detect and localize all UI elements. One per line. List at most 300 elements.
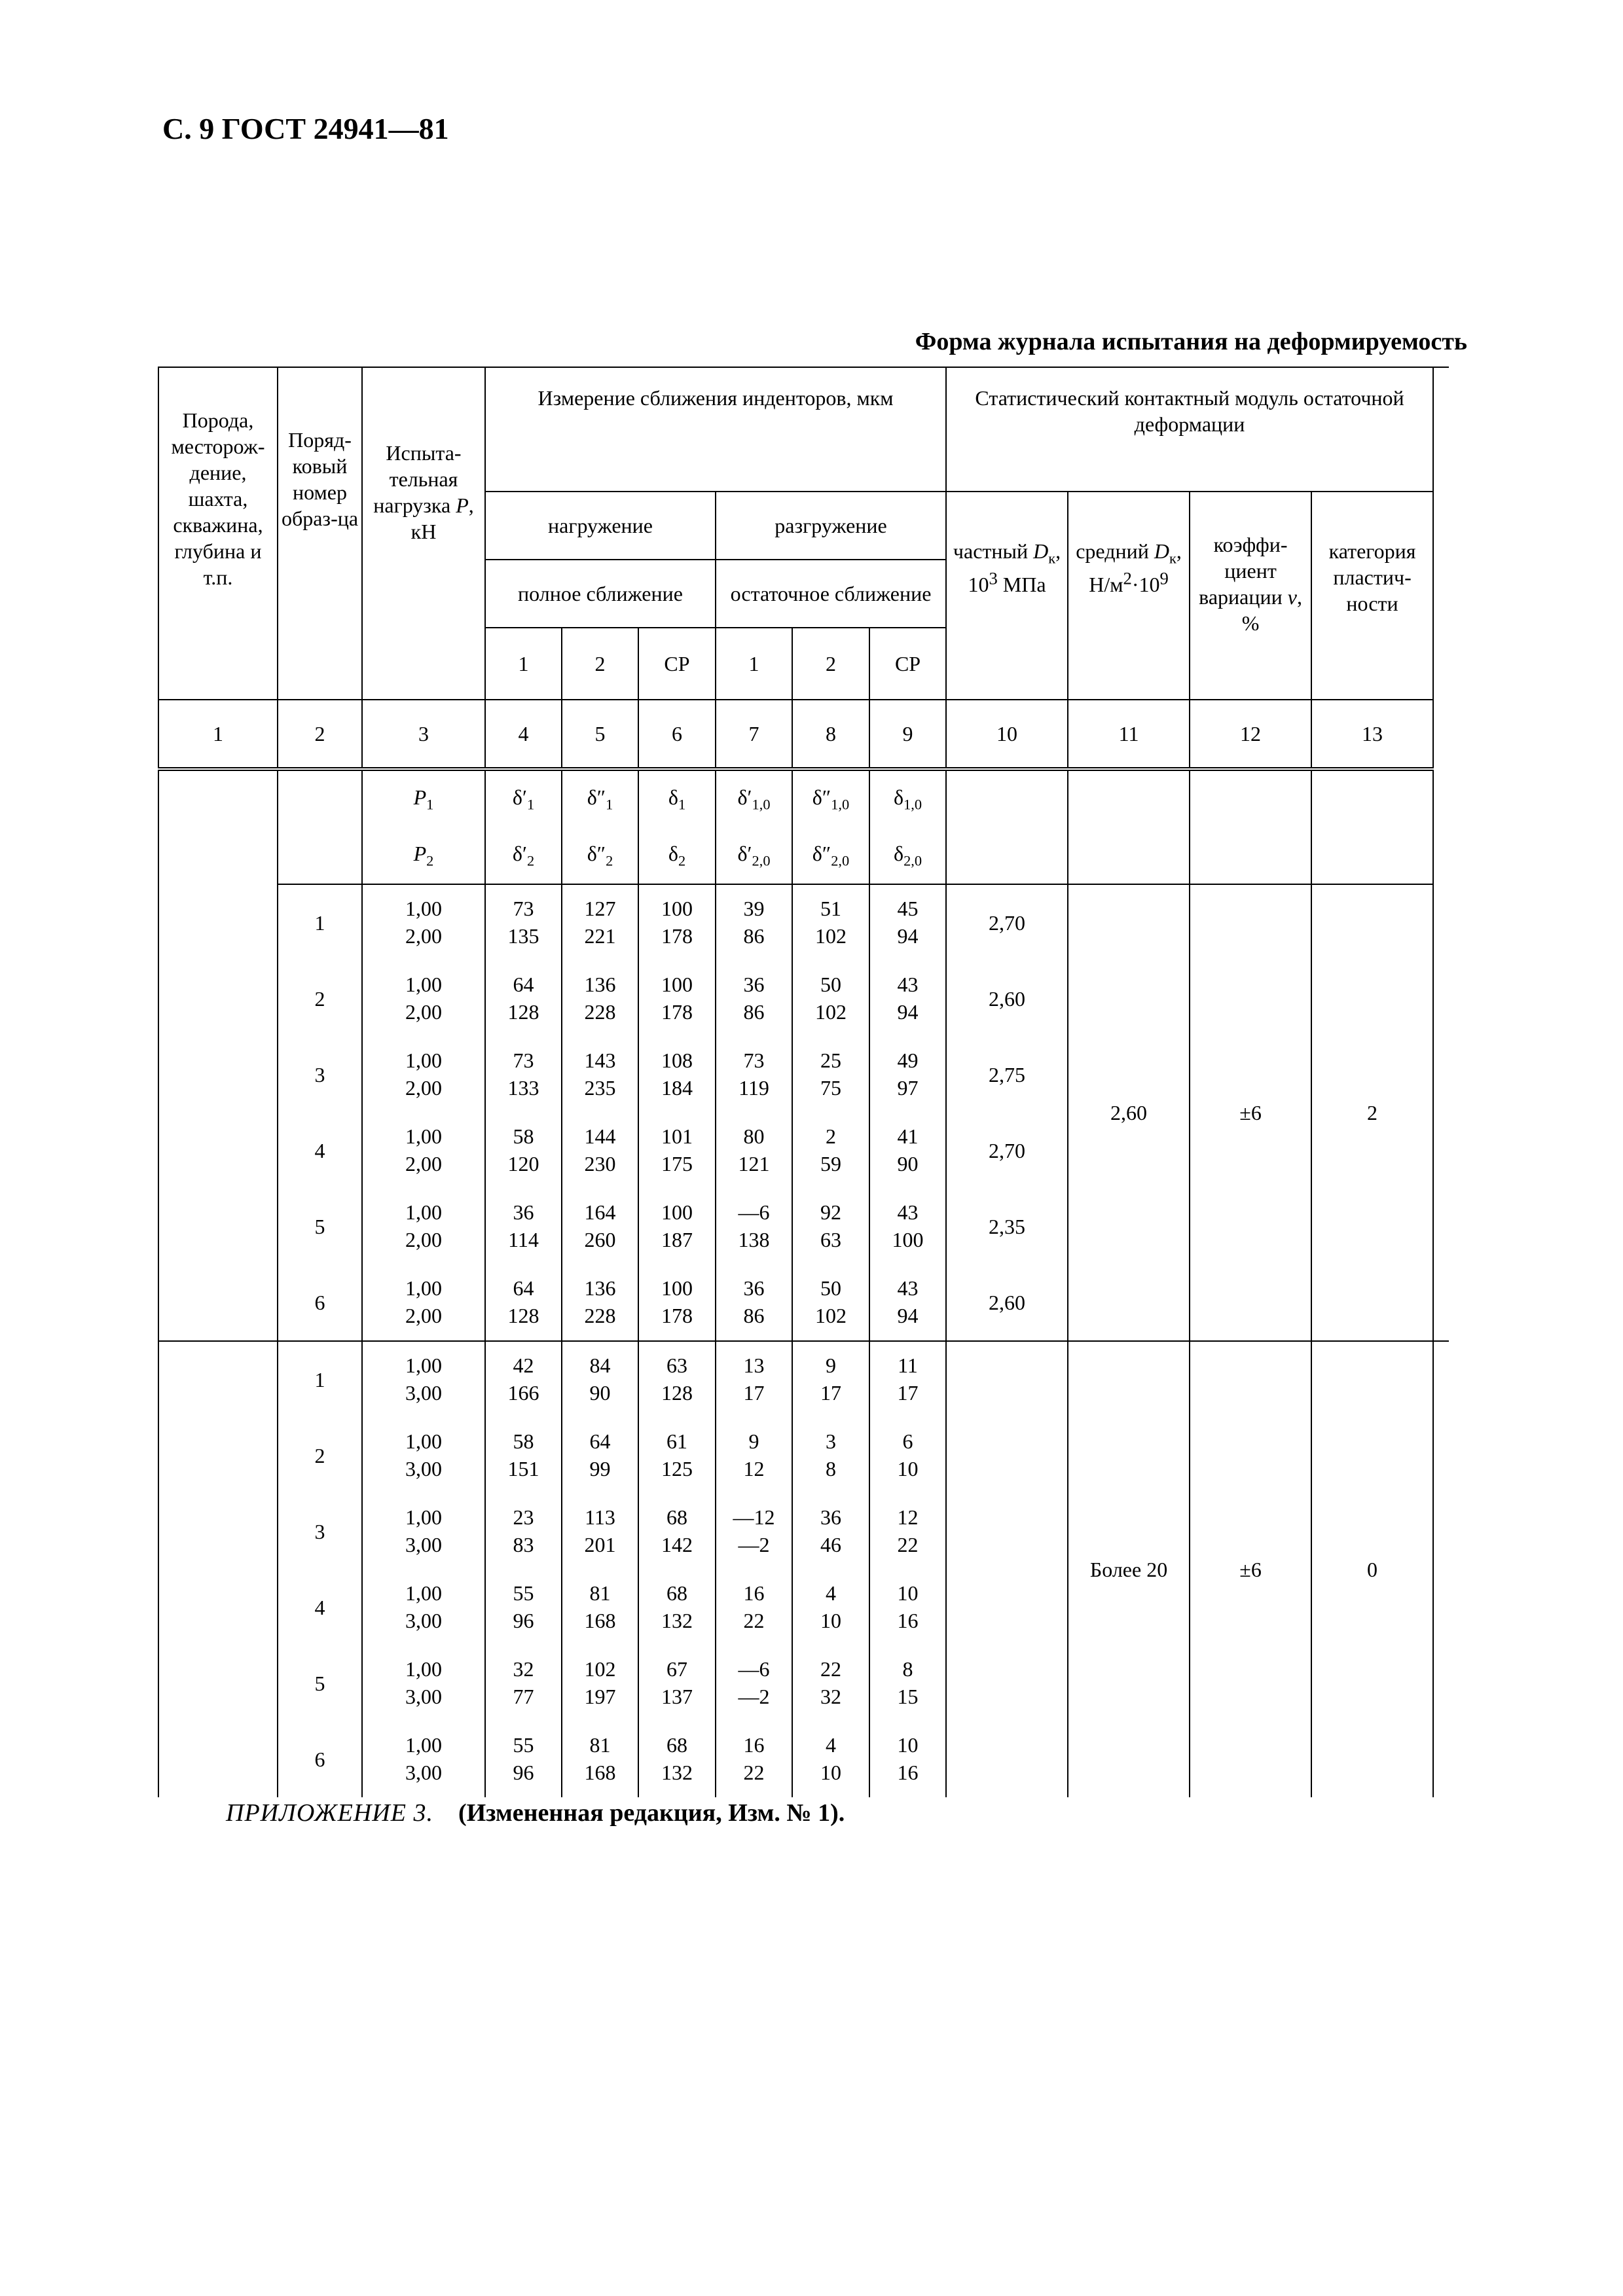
sample-number: 2 <box>278 1418 362 1494</box>
column-number-blank <box>1433 700 1449 769</box>
measurement-values <box>792 1418 869 1494</box>
column-number: 6 <box>638 700 716 769</box>
page-header: С. 9 ГОСТ 24941—81 <box>162 112 449 145</box>
value: 96 <box>513 1609 534 1632</box>
value: 187 <box>661 1228 693 1251</box>
header-mean-modulus: средний $D_к$, $Н/м^2\cdot 10^9$ <box>1068 492 1190 700</box>
partial-modulus: 2,60 <box>946 961 1068 1037</box>
rock-cell <box>158 1570 278 1645</box>
sample-number: 6 <box>278 1721 362 1797</box>
rock-cell <box>158 1113 278 1189</box>
symbol-base: P <box>413 785 427 810</box>
symbol-cell <box>638 827 716 884</box>
value: —6 <box>738 1200 770 1225</box>
partial-modulus: 2,35 <box>946 1189 1068 1265</box>
column-number: 9 <box>869 700 946 769</box>
blank-cell <box>1433 827 1449 884</box>
load-values <box>362 1570 485 1645</box>
rock-cell <box>158 1265 278 1341</box>
load-values <box>362 1037 485 1113</box>
value: 132 <box>661 1761 693 1784</box>
symbol-base: δ <box>587 785 597 810</box>
header-loading: нагружение <box>485 492 716 560</box>
value: 228 <box>584 1304 616 1327</box>
value: 125 <box>661 1457 693 1480</box>
sample-number-cell <box>278 769 362 827</box>
symbol-base: δ <box>512 842 522 866</box>
symbol-cell <box>716 769 792 827</box>
header-variation: коэффи-циент вариации v, % <box>1190 492 1311 700</box>
value: 1,00 <box>405 973 442 997</box>
partial-modulus <box>946 1721 1068 1797</box>
symbol-cell <box>562 769 638 827</box>
measurement-values <box>638 1113 716 1189</box>
measurement-values <box>716 1189 792 1265</box>
sample-number: 1 <box>278 884 362 961</box>
value: 136 <box>584 1276 616 1300</box>
value: 16 <box>743 1733 765 1757</box>
value: 128 <box>507 1304 539 1327</box>
value: 197 <box>584 1685 616 1708</box>
value: 1,00 <box>405 1276 442 1300</box>
value: 51 <box>820 897 841 921</box>
measurement-values <box>792 1645 869 1721</box>
value: 68 <box>666 1581 687 1605</box>
symbol-index: 2 <box>678 852 686 869</box>
value: 164 <box>584 1200 616 1225</box>
blank-cell <box>1433 1341 1449 1418</box>
symbol-index: 1,0 <box>752 796 771 813</box>
measurement-values <box>716 1113 792 1189</box>
partial-modulus: 2,75 <box>946 1037 1068 1113</box>
header-sub-cp: СР <box>638 628 716 700</box>
footer-label: ПРИЛОЖЕНИЕ 3. <box>226 1799 433 1827</box>
value: 1,00 <box>405 897 442 921</box>
symbol-base: P <box>413 842 427 866</box>
value: 133 <box>507 1076 539 1100</box>
value: 184 <box>661 1076 693 1100</box>
symbol-index: 2,0 <box>752 852 771 869</box>
measurement-values <box>562 884 638 961</box>
measurement-values <box>869 1189 946 1265</box>
measurement-values <box>792 1189 869 1265</box>
column-number-row <box>158 700 1449 769</box>
deformability-journal-table <box>158 367 1449 1797</box>
table-row <box>158 1341 1449 1418</box>
blank-cell <box>1433 1494 1449 1570</box>
header-blank <box>1433 367 1449 700</box>
measurement-values <box>716 1037 792 1113</box>
header-sub-1: 1 <box>485 628 562 700</box>
measurement-values <box>869 1418 946 1494</box>
symbol-cell <box>485 827 562 884</box>
value: 143 <box>584 1049 616 1073</box>
value: 58 <box>513 1429 534 1454</box>
value: 36 <box>743 1276 765 1300</box>
value: 178 <box>661 1304 693 1327</box>
value: 3,00 <box>405 1761 442 1784</box>
column-number: 7 <box>716 700 792 769</box>
measurement-values <box>562 1418 638 1494</box>
measurement-values <box>485 961 562 1037</box>
measurement-values <box>638 1418 716 1494</box>
measurement-values <box>792 1113 869 1189</box>
table-body <box>158 769 1449 1797</box>
mean-modulus: Более 20 <box>1068 1341 1190 1797</box>
measurement-values <box>562 1570 638 1645</box>
measurement-values <box>638 1494 716 1570</box>
partial-modulus: 2,60 <box>946 1265 1068 1341</box>
stat-cell <box>1190 769 1311 827</box>
measurement-values <box>638 884 716 961</box>
value: 58 <box>513 1124 534 1149</box>
footer-note: (Измененная редакция, Изм. № 1). <box>458 1799 845 1827</box>
blank-cell <box>1433 1189 1449 1265</box>
rock-cell <box>158 1418 278 1494</box>
column-number: 1 <box>158 700 278 769</box>
sample-number: 3 <box>278 1037 362 1113</box>
stat-cell <box>946 827 1068 884</box>
value: 3 <box>826 1429 836 1454</box>
value: 16 <box>743 1581 765 1605</box>
sample-number: 2 <box>278 961 362 1037</box>
rock-cell <box>158 1721 278 1797</box>
value: 75 <box>820 1076 841 1100</box>
value: 2,00 <box>405 924 442 948</box>
measurement-values <box>485 1189 562 1265</box>
value: 36 <box>820 1505 841 1530</box>
symbol-prime: ′ <box>522 785 527 810</box>
measurement-values <box>562 1037 638 1113</box>
header-load-text: Испыта-тельная нагрузка P, кН <box>373 441 474 543</box>
value: 59 <box>820 1152 841 1175</box>
value: 11 <box>898 1354 918 1378</box>
header-plasticity: категория пластич-ности <box>1311 492 1433 700</box>
value: 90 <box>589 1381 611 1405</box>
value: 17 <box>897 1381 919 1405</box>
measurement-values <box>485 1265 562 1341</box>
value: 13 <box>743 1354 765 1378</box>
symbol-base: δ <box>668 785 678 810</box>
value: 8 <box>902 1657 913 1681</box>
value: 10 <box>820 1761 841 1784</box>
measurement-values <box>562 1265 638 1341</box>
value: —12 <box>733 1505 775 1530</box>
measurement-values <box>485 1721 562 1797</box>
value: 43 <box>897 973 919 997</box>
value: 108 <box>661 1049 693 1073</box>
value: 92 <box>820 1200 841 1225</box>
value: 94 <box>897 1000 919 1024</box>
sample-number: 4 <box>278 1570 362 1645</box>
value: 10 <box>897 1581 919 1605</box>
value: 138 <box>738 1228 770 1251</box>
sample-number: 6 <box>278 1265 362 1341</box>
symbol-index: 1,0 <box>831 796 850 813</box>
measurement-values <box>638 1645 716 1721</box>
sample-number: 5 <box>278 1645 362 1721</box>
sample-number: 5 <box>278 1189 362 1265</box>
value: 43 <box>897 1276 919 1300</box>
value: 132 <box>661 1609 693 1632</box>
value: 102 <box>815 924 847 948</box>
load-values <box>362 1645 485 1721</box>
measurement-values <box>869 1721 946 1797</box>
measurement-values <box>716 1645 792 1721</box>
header-partial-modulus: частный $D_к$, $10^3$ МПа <box>946 492 1068 700</box>
measurement-values <box>638 961 716 1037</box>
symbol-index: 1 <box>426 796 434 813</box>
symbol-cell <box>869 827 946 884</box>
value: 86 <box>743 1000 765 1024</box>
value: —2 <box>738 1685 770 1708</box>
value: 2,00 <box>405 1228 442 1251</box>
load-values <box>362 961 485 1037</box>
value: 120 <box>507 1152 539 1175</box>
measurement-values <box>485 1341 562 1418</box>
value: 230 <box>584 1152 616 1175</box>
value: 128 <box>507 1000 539 1024</box>
measurement-values <box>869 1570 946 1645</box>
value: 3,00 <box>405 1457 442 1480</box>
value: 96 <box>513 1761 534 1784</box>
value: 137 <box>661 1685 693 1708</box>
value: 16 <box>897 1609 919 1632</box>
measurement-values <box>485 1113 562 1189</box>
symbol-prime: ″ <box>596 785 606 810</box>
value: 142 <box>661 1533 693 1556</box>
rock-cell <box>158 884 278 961</box>
stat-cell <box>1068 827 1190 884</box>
plasticity-category: 0 <box>1311 1341 1433 1797</box>
table-title: Форма журнала испытания на деформируемость <box>915 328 1467 355</box>
partial-modulus: 2,70 <box>946 1113 1068 1189</box>
value: 94 <box>897 924 919 948</box>
header-sub-cp: СР <box>869 628 946 700</box>
value: 73 <box>513 1049 534 1073</box>
symbol-row <box>158 827 1449 884</box>
symbol-index: 1 <box>678 796 686 813</box>
measurement-values <box>716 1418 792 1494</box>
column-number: 13 <box>1311 700 1433 769</box>
plasticity-category: 2 <box>1311 884 1433 1341</box>
stat-cell <box>1311 769 1433 827</box>
column-number: 3 <box>362 700 485 769</box>
load-values <box>362 1265 485 1341</box>
measurement-values <box>638 1037 716 1113</box>
value: 1,00 <box>405 1049 442 1073</box>
symbol-base: δ <box>893 842 904 866</box>
symbol-base: δ <box>587 842 597 866</box>
value: 73 <box>513 897 534 921</box>
measurement-values <box>716 1341 792 1418</box>
value: 1,00 <box>405 1124 442 1149</box>
measurement-values <box>638 1189 716 1265</box>
value: 15 <box>897 1685 919 1708</box>
value: 260 <box>584 1228 616 1251</box>
variation: ±6 <box>1190 884 1311 1341</box>
symbol-index: 2 <box>426 852 434 869</box>
value: 1,00 <box>405 1657 442 1681</box>
stat-cell <box>1311 827 1433 884</box>
measurement-values <box>792 1037 869 1113</box>
value: 201 <box>584 1533 616 1556</box>
value: —6 <box>738 1657 770 1681</box>
value: 55 <box>513 1733 534 1757</box>
value: 1,00 <box>405 1354 442 1378</box>
column-number: 8 <box>792 700 869 769</box>
value: 1,00 <box>405 1505 442 1530</box>
value: 61 <box>666 1429 687 1454</box>
value: 50 <box>820 1276 841 1300</box>
value: 127 <box>584 897 616 921</box>
value: 113 <box>585 1505 615 1530</box>
value: 2,00 <box>405 1304 442 1327</box>
value: 1,00 <box>405 1429 442 1454</box>
symbol-prime: ″ <box>822 842 831 866</box>
measurement-values <box>716 1494 792 1570</box>
symbol-row <box>158 769 1449 827</box>
header-measurement: Измерение сближения инденторов, мкм <box>485 367 946 492</box>
value: 86 <box>743 924 765 948</box>
measurement-values <box>638 1721 716 1797</box>
measurement-values <box>485 1645 562 1721</box>
measurement-values <box>562 961 638 1037</box>
value: 2,00 <box>405 1076 442 1100</box>
value: 64 <box>513 973 534 997</box>
measurement-values <box>869 1037 946 1113</box>
table-header <box>158 367 1449 769</box>
footer <box>226 1799 845 1827</box>
value: 12 <box>897 1505 919 1530</box>
measurement-values <box>562 1113 638 1189</box>
measurement-values <box>716 961 792 1037</box>
value: 64 <box>589 1429 611 1454</box>
value: 81 <box>589 1733 611 1757</box>
measurement-values <box>562 1721 638 1797</box>
partial-modulus: 2,70 <box>946 884 1068 961</box>
rock-cell <box>158 961 278 1037</box>
measurement-values <box>869 1341 946 1418</box>
value: 55 <box>513 1581 534 1605</box>
measurement-values <box>869 1645 946 1721</box>
load-values <box>362 1721 485 1797</box>
value: 22 <box>743 1761 765 1784</box>
value: 10 <box>820 1609 841 1632</box>
header-sample-number: Поряд-ковый номер образ-ца <box>278 367 362 700</box>
value: 168 <box>584 1609 616 1632</box>
symbol-base: δ <box>668 842 678 866</box>
value: 100 <box>661 1200 693 1225</box>
sample-number: 3 <box>278 1494 362 1570</box>
symbol-cell <box>638 769 716 827</box>
value: 73 <box>743 1049 765 1073</box>
measurement-values <box>792 1570 869 1645</box>
value: 67 <box>666 1657 687 1681</box>
value: 94 <box>897 1304 919 1327</box>
measurement-values <box>792 961 869 1037</box>
header-statistical-modulus: Статистический контактный модуль остаточной деформации <box>946 367 1433 492</box>
value: 39 <box>743 897 765 921</box>
measurement-values <box>485 884 562 961</box>
symbol-index: 2 <box>526 852 535 869</box>
value: 144 <box>584 1124 616 1149</box>
value: 102 <box>815 1304 847 1327</box>
column-number: 4 <box>485 700 562 769</box>
symbol-index: 1,0 <box>903 796 922 813</box>
symbol-prime: ″ <box>596 842 606 866</box>
value: 128 <box>661 1381 693 1405</box>
symbol-base: δ <box>812 785 822 810</box>
measurement-values <box>792 1265 869 1341</box>
symbol-prime: ″ <box>822 785 831 810</box>
column-number: 11 <box>1068 700 1190 769</box>
value: 3,00 <box>405 1533 442 1556</box>
value: 100 <box>661 897 693 921</box>
measurement-values <box>638 1265 716 1341</box>
symbol-cell <box>362 827 485 884</box>
symbol-index: 1 <box>606 796 613 813</box>
measurement-values <box>792 884 869 961</box>
value: 16 <box>897 1761 919 1784</box>
blank-cell <box>1433 1418 1449 1494</box>
symbol-index: 2,0 <box>831 852 850 869</box>
measurement-values <box>716 1721 792 1797</box>
variation: ±6 <box>1190 1341 1311 1797</box>
symbol-index: 2 <box>606 852 613 869</box>
symbol-index: 2,0 <box>903 852 922 869</box>
measurement-values <box>485 1570 562 1645</box>
value: 135 <box>507 924 539 948</box>
value: 1,00 <box>405 1581 442 1605</box>
value: 84 <box>589 1354 611 1378</box>
value: 102 <box>815 1000 847 1024</box>
value: 10 <box>897 1733 919 1757</box>
symbol-base: δ <box>512 785 522 810</box>
value: 3,00 <box>405 1381 442 1405</box>
measurement-values <box>638 1341 716 1418</box>
value: 36 <box>513 1200 534 1225</box>
value: 77 <box>513 1685 534 1708</box>
value: 49 <box>897 1049 919 1073</box>
rock-cell <box>158 769 278 827</box>
value: 41 <box>897 1124 919 1149</box>
rock-cell <box>158 1341 278 1418</box>
symbol-cell <box>792 769 869 827</box>
value: 22 <box>897 1533 919 1556</box>
value: 64 <box>513 1276 534 1300</box>
value: 83 <box>513 1533 534 1556</box>
measurement-values <box>485 1037 562 1113</box>
value: 80 <box>743 1124 765 1149</box>
value: 136 <box>584 973 616 997</box>
symbol-base: δ <box>737 785 748 810</box>
blank-cell <box>1433 1570 1449 1645</box>
value: 22 <box>743 1609 765 1632</box>
blank-cell <box>1433 1113 1449 1189</box>
blank-cell <box>1433 1265 1449 1341</box>
value: 121 <box>738 1152 770 1175</box>
measurement-values <box>485 1418 562 1494</box>
measurement-values <box>792 1341 869 1418</box>
column-number: 12 <box>1190 700 1311 769</box>
value: 43 <box>897 1200 919 1225</box>
measurement-values <box>716 884 792 961</box>
value: 32 <box>513 1657 534 1681</box>
load-values <box>362 1494 485 1570</box>
header-sub-2: 2 <box>792 628 869 700</box>
value: 100 <box>661 1276 693 1300</box>
